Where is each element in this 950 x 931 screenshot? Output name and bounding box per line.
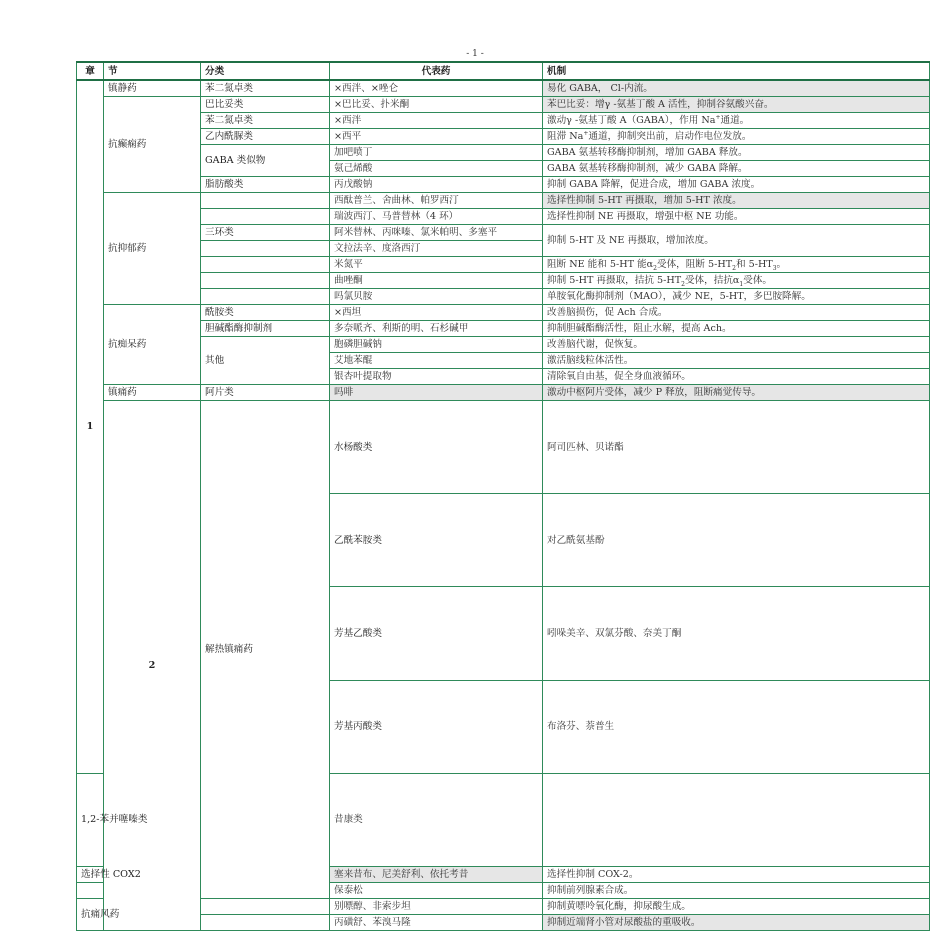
class-cell: 1,2-苯并噻嗪类 xyxy=(77,773,104,866)
table-row xyxy=(77,80,930,97)
mechanism-cell: 抑制黄嘌呤氧化酶，抑尿酸生成。 xyxy=(543,899,930,915)
chapter-1-cell: 1 xyxy=(77,80,104,773)
drug-cell: 别嘌醇、非索步坦 xyxy=(330,899,543,915)
mechanism-cell: 抑制胆碱酯酶活性，阻止水解，提高 Ach。 xyxy=(543,321,930,337)
drug-cell: 氨己烯酸 xyxy=(330,161,543,177)
drug-cell: 瑞波西汀、马普替林（4 环） xyxy=(330,209,543,225)
mechanism-cell: 抑制 5-HT 及 NE 再摄取，增加浓度。 xyxy=(543,225,930,257)
section-antigout: 抗痛风药 xyxy=(77,899,104,931)
section-antiepileptic: 抗癫痫药 xyxy=(104,97,201,193)
class-cell xyxy=(201,193,330,209)
mechanism-cell: 抑制前列腺素合成。 xyxy=(543,883,930,899)
drug-cell: 丙戊酸钠 xyxy=(330,177,543,193)
mechanism-cell: 单胺氧化酶抑制剂（MAO），减少 NE，5-HT，多巴胺降解。 xyxy=(543,289,930,305)
drug-cell: 丙磺舒、苯溴马隆 xyxy=(330,915,543,931)
table-row xyxy=(77,401,930,494)
class-cell: 胆碱酯酶抑制剂 xyxy=(201,321,330,337)
class-cell: 水杨酸类 xyxy=(330,401,543,494)
mechanism-cell: 激动中枢阿片受体，减少 P 释放，阻断痛觉传导。 xyxy=(543,385,930,401)
table-header-row xyxy=(77,62,930,80)
drug-classification-table xyxy=(76,61,930,931)
section-analgesic: 镇痛药 xyxy=(104,385,201,401)
mechanism-cell: 抑制 5-HT 再摄取，拮抗 $5-HT_2$受体，拮抗$\alpha_1$受体。 xyxy=(543,273,930,289)
class-cell xyxy=(201,241,330,257)
drug-cell: 保泰松 xyxy=(330,883,543,899)
class-cell xyxy=(201,915,330,931)
mechanism-cell: 改善脑损伤，促 Ach 合成。 xyxy=(543,305,930,321)
mechanism-cell: 激动γ -氨基丁酸 A（GABA），作用 Na+通道。 xyxy=(543,113,930,129)
header-chapter: 章 xyxy=(77,62,104,80)
page-number: - 1 - xyxy=(466,49,484,59)
drug-cell: 米氮平 xyxy=(330,257,543,273)
table-row xyxy=(77,899,930,915)
table-row xyxy=(77,305,930,321)
class-cell: 芳基丙酸类 xyxy=(330,680,543,773)
class-cell xyxy=(201,257,330,273)
drug-cell: 艾地苯醌 xyxy=(330,353,543,369)
mechanism-cell: 抑制近端肾小管对尿酸盐的重吸收。 xyxy=(543,915,930,931)
drug-cell: 吗氯贝胺 xyxy=(330,289,543,305)
drug-cell: ×西坦 xyxy=(330,305,543,321)
mechanism-cell: 激活脑线粒体活性。 xyxy=(543,353,930,369)
class-cell: 酰胺类 xyxy=(201,305,330,321)
drug-cell: ×西平 xyxy=(330,129,543,145)
mechanism-cell: 选择性抑制 5-HT 再摄取，增加 5-HT 浓度。 xyxy=(543,193,930,209)
class-cell: 选择性 COX2 xyxy=(77,867,104,883)
table-row xyxy=(77,177,930,193)
class-cell: 阿片类 xyxy=(201,385,330,401)
header-mechanism: 机制 xyxy=(543,62,930,80)
class-cell: 巴比妥类 xyxy=(201,97,330,113)
drug-cell: ×巴比妥、扑米酮 xyxy=(330,97,543,113)
mechanism-cell: 易化 GABA， Cl-内流。 xyxy=(543,80,930,97)
class-cell: 苯二氮卓类 xyxy=(201,80,330,97)
class-cell: GABA 类似物 xyxy=(201,145,330,177)
section-sedative: 镇静药 xyxy=(104,80,201,97)
mechanism-cell: 抑制 GABA 降解，促进合成，增加 GABA 浓度。 xyxy=(543,177,930,193)
class-cell: 三环类 xyxy=(201,225,330,241)
header-drug: 代表药 xyxy=(330,62,543,80)
mechanism-cell: 苯巴比妥：增γ -氨基丁酸 A 活性，抑制谷氨酸兴奋。 xyxy=(543,97,930,113)
drug-cell: 吲哚美辛、双氯芬酸、奈美丁酮 xyxy=(543,587,930,680)
class-cell xyxy=(201,899,330,915)
table-row xyxy=(77,385,930,401)
drug-cell: 曲唑酮 xyxy=(330,273,543,289)
drug-cell: 塞来昔布、尼美舒利、依托考昔 xyxy=(330,867,543,883)
drug-cell: 昔康类 xyxy=(330,773,543,866)
drug-cell: 阿司匹林、贝诺酯 xyxy=(543,401,930,494)
drug-cell: ×西泮、×唑仑 xyxy=(330,80,543,97)
table-row xyxy=(77,915,930,931)
drug-cell: 阿米替林、丙咪嗪、氯米帕明、多塞平 xyxy=(330,225,543,241)
mechanism-cell: GABA 氨基转移酶抑制剂，减少 GABA 降解。 xyxy=(543,161,930,177)
mechanism-cell: 选择性抑制 NE 再摄取，增强中枢 NE 功能。 xyxy=(543,209,930,225)
drug-cell: 对乙酰氨基酚 xyxy=(543,494,930,587)
class-cell: 脂肪酸类 xyxy=(201,177,330,193)
class-cell xyxy=(77,883,104,899)
drug-cell: 吗啡 xyxy=(330,385,543,401)
mechanism-cell: 选择性抑制 COX-2。 xyxy=(543,867,930,883)
drug-cell: ×西泮 xyxy=(330,113,543,129)
header-section: 节 xyxy=(104,62,201,80)
mechanism-cell: GABA 氨基转移酶抑制剂，增加 GABA 释放。 xyxy=(543,145,930,161)
mechanism-cell: 阻断 NE 能和 5-HT 能$\alpha_2$受体，阻断 $5-HT_2$和 $5-HT_3$。 xyxy=(543,257,930,273)
chapter-2-cell: 2 xyxy=(104,401,201,931)
table-row xyxy=(77,321,930,337)
class-cell: 苯二氮卓类 xyxy=(201,113,330,129)
drug-cell: 加吧喷丁 xyxy=(330,145,543,161)
table-row xyxy=(77,113,930,129)
table-row xyxy=(77,225,930,241)
table-row xyxy=(77,145,930,161)
drug-cell: 多奈哌齐、利斯的明、石杉碱甲 xyxy=(330,321,543,337)
drug-cell: 西酞普兰、舍曲林、帕罗西汀 xyxy=(330,193,543,209)
drug-cell: 银杏叶提取物 xyxy=(330,369,543,385)
table-row xyxy=(77,337,930,353)
table-row xyxy=(77,97,930,113)
drug-cell: 布洛芬、萘普生 xyxy=(543,680,930,773)
mechanism-cell: 清除氧自由基，促全身血液循环。 xyxy=(543,369,930,385)
class-cell: 乙内酰脲类 xyxy=(201,129,330,145)
class-cell: 芳基乙酸类 xyxy=(330,587,543,680)
table-row xyxy=(77,193,930,209)
table-row xyxy=(77,209,930,225)
header-class: 分类 xyxy=(201,62,330,80)
table-row xyxy=(77,257,930,273)
table-row xyxy=(77,129,930,145)
drug-cell: 胞磷胆碱钠 xyxy=(330,337,543,353)
class-cell xyxy=(201,289,330,305)
mechanism-cell: 改善脑代谢，促恢复。 xyxy=(543,337,930,353)
section-antipyretic: 解热镇痛药 xyxy=(201,401,330,899)
class-cell xyxy=(201,209,330,225)
table-row xyxy=(77,273,930,289)
mechanism-cell: 阻滞 Na+通道，抑制突出前，启动作电位发放。 xyxy=(543,129,930,145)
table-row xyxy=(77,289,930,305)
class-cell: 乙酰苯胺类 xyxy=(330,494,543,587)
section-antidementia: 抗痴呆药 xyxy=(104,305,201,385)
drug-cell: 文拉法辛、度洛西汀 xyxy=(330,241,543,257)
class-cell xyxy=(201,273,330,289)
section-antidepressant: 抗抑郁药 xyxy=(104,193,201,305)
class-cell: 其他 xyxy=(201,337,330,385)
